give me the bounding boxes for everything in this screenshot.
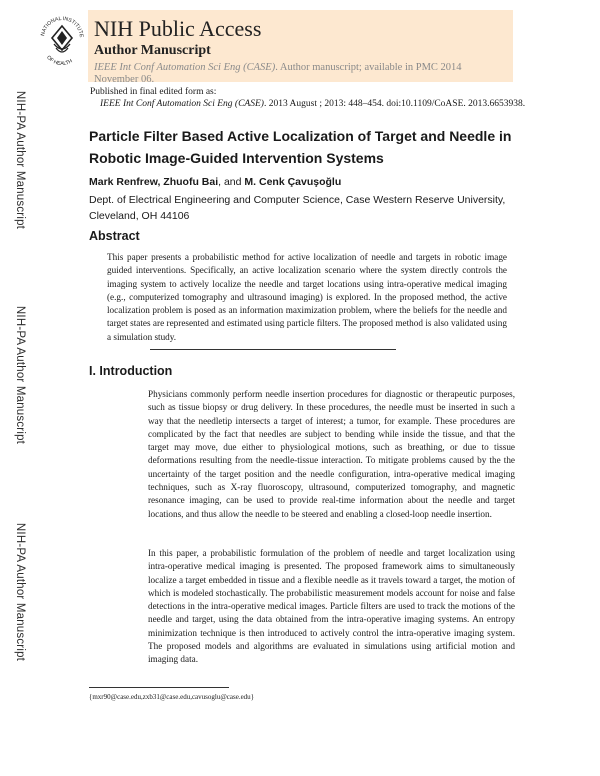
banner-citation-journal: IEEE Int Conf Automation Sci Eng (CASE) <box>94 62 276 73</box>
paper-authors <box>89 176 341 188</box>
nih-sidebar: NIH-PA Author Manuscript NIH-PA Author Manuscript NIH-PA Author Manuscript <box>14 90 26 662</box>
banner-citation <box>94 62 494 86</box>
svg-text:NATIONAL INSTITUTES: NATIONAL INSTITUTE <box>40 15 85 38</box>
paper-title: Particle Filter Based Active Localization of Target and Needle in Robotic Image-Guided Intervention Systems <box>89 128 512 166</box>
banner-citation-rest: . Author manuscript; available in PMC 2014 November 06. <box>94 62 462 85</box>
publication-journal: IEEE Int Conf Automation Sci Eng (CASE) <box>100 99 264 109</box>
abstract-text: This paper presents a probabilistic method for active localization of needle and targets in robotic image guided interventions. Specifically, an active localization scenario where the system directly controls the imaging system to actively localize the needle and target locations using intra-operative medical imaging (e.g., computerized tomography and ultrasound imaging) is explored. In the proposed method, the active localization problem is posed as an information maximization problem, where the beliefs for the needle and target states are represented and estimated using particle filters. The proposed method is also validated using a simulation study. <box>107 252 507 342</box>
banner-title: NIH Public Access <box>94 16 262 41</box>
svg-text:OF HEALTH: OF HEALTH <box>45 54 74 68</box>
authors-last: M. Cenk Çavuşoğlu <box>244 176 342 188</box>
intro-paragraph-2: In this paper, a probabilistic formulation of the problem of needle and target localization using intra-operative medical imaging is presented. The proposed framework aims to simultaneously localize a target embedded in tissue and a flexible needle as it travels toward a target, the motion of which is modeled stochastically. The probabilistic measurement models account for noise and false detections in the intra-operative medical images. Particle filters are used to track the motions of the needle and target, using the data obtained from the intra-operative imaging systems. An entropy minimization technique is then introduced to actively control the intra-operative imaging system. The proposed models and algorithms are evaluated in simulations using artificial motion and imaging data. <box>148 548 515 665</box>
published-line: Published in final edited form as: <box>90 87 217 97</box>
abstract-divider <box>150 349 396 350</box>
banner-subtitle: Author Manuscript <box>94 43 211 58</box>
publication-info <box>90 86 550 110</box>
author-emails-footnote: {mxr90@case.edu,zxb31@case.edu,cavusoglu@case.edu} <box>89 693 255 701</box>
abstract-heading: Abstract <box>89 229 140 243</box>
paper-affiliation: Dept. of Electrical Engineering and Computer Science, Case Western Reserve University, Cleveland, OH 44106 <box>89 194 506 222</box>
publication-details: . 2013 August ; 2013: 448–454. doi:10.1109/CoASE. 2013.6653938. <box>263 99 526 109</box>
authors-first: Mark Renfrew, Zhuofu Bai <box>89 176 219 188</box>
authors-and: , and <box>218 176 245 188</box>
nih-logo-icon <box>36 8 88 68</box>
publication-citation <box>90 98 550 110</box>
introduction-heading: I. Introduction <box>89 364 173 378</box>
nih-banner <box>88 10 513 85</box>
footnote-divider <box>89 687 229 688</box>
intro-paragraph-1: Physicians commonly perform needle insertion procedures for diagnostic or therapeutic purposes, such as tissue biopsy or drug delivery. In these procedures, the needle must be inserted in such a way that the needletip intersects a target of interest; a tumor, for example. These procedures are complicated by the fact that needles are subject to bending while inside the tissue, and that the target may move, due either to physiological motions, such as breathing, or due to tissue deformations resulting from the needle-tissue interaction. To mitigate problems caused by the the uncertainty of the target position and the needle configuration, intra-operative medical imaging techniques, such as X-ray fluoroscopy, ultrasound, computerized tomography, and magnetic resonance imaging, can be used to provide real-time information about the needle and target locations, and thus allow the needle to be steered and enabling a closed-loop needle insertion. <box>148 389 515 519</box>
nih-logo <box>36 8 88 68</box>
